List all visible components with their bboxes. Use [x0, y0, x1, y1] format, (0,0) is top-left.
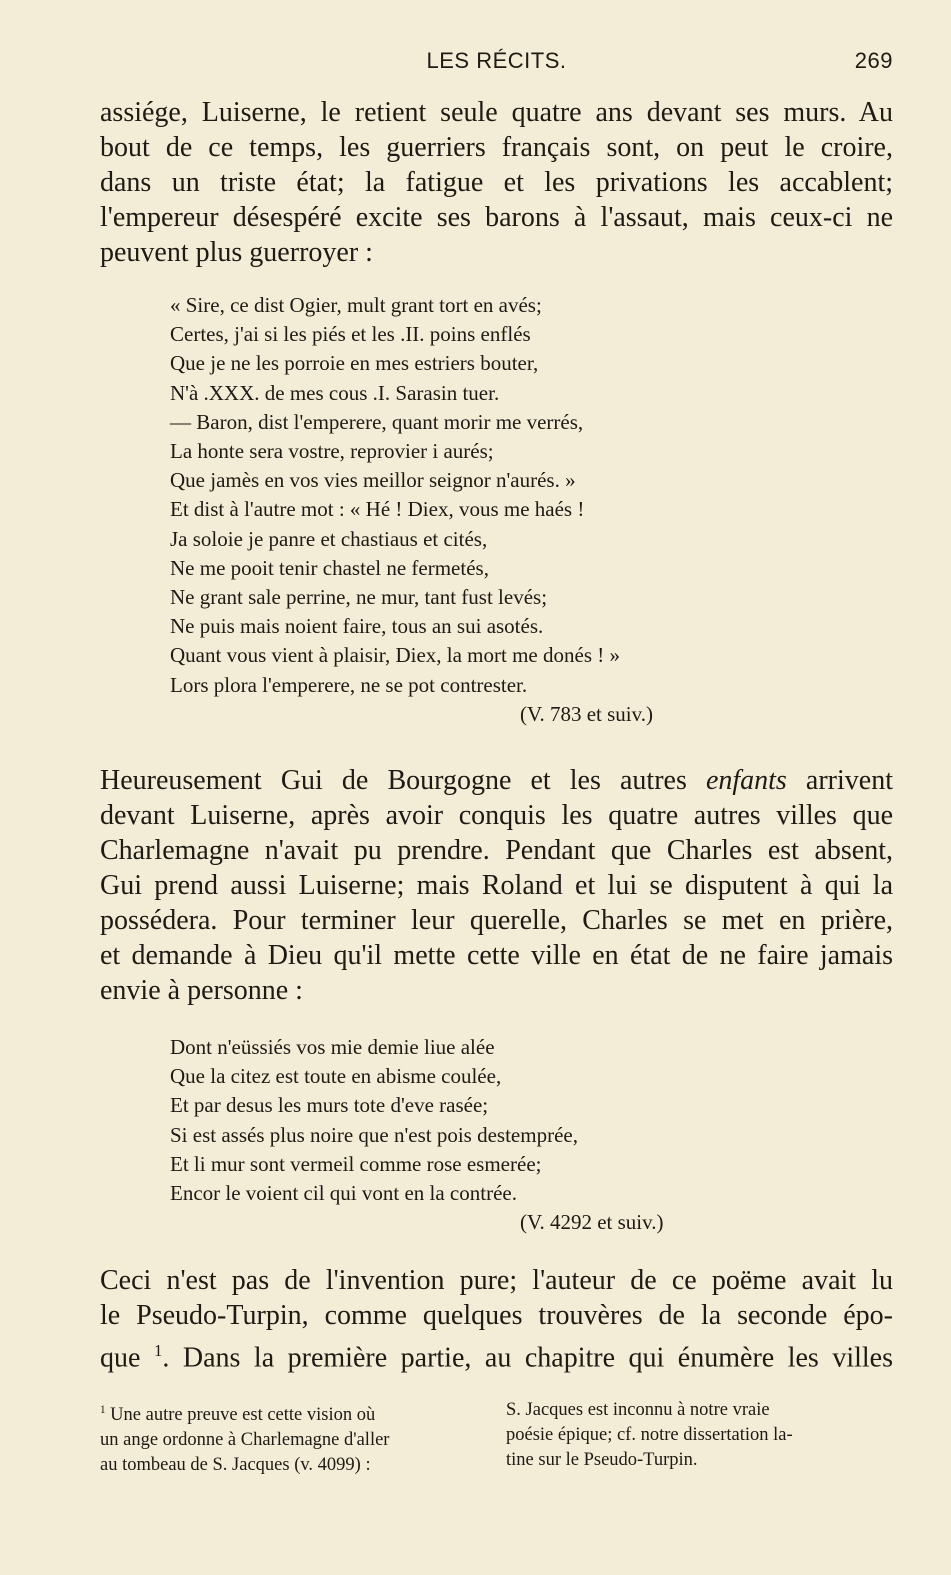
paragraph-2 — [100, 763, 893, 1008]
footnote-marker: 1 — [153, 1341, 163, 1360]
text-line: Ceci n'est pas de l'invention pure; l'auteur de ce poëme avait lu — [100, 1265, 893, 1296]
text-fragment: Une autre preuve est cette vision où — [105, 1405, 376, 1426]
page-number: 269 — [854, 48, 893, 73]
text-line: le Pseudo-Turpin, comme quelques trouvères de la seconde épo- — [100, 1300, 893, 1331]
text-line: possédera. Pour terminer leur querelle, Charles se met en prière, — [100, 905, 893, 936]
running-header — [100, 48, 893, 80]
running-title: LES RÉCITS. — [426, 48, 567, 73]
text-fragment: . Dans la première partie, au chapitre qui énumère les villes — [162, 1342, 893, 1374]
verse-line: — Baron, dist l'emperere, quant morir me verrés, — [170, 409, 584, 434]
footnote-line — [100, 1398, 495, 1428]
verse-line: « Sire, ce dist Ogier, mult grant tort en avés; — [170, 293, 542, 317]
text-fragment: que — [100, 1342, 154, 1374]
verse-line: Ne me pooit tenir chastel ne fermetés, — [170, 555, 489, 580]
text-line: envie à personne : — [100, 975, 303, 1006]
verse-line: Que je ne les porroie en mes estriers bouter, — [170, 351, 539, 376]
verse-line: Ne puis mais noient faire, tous an sui asotés. — [170, 614, 544, 639]
verse-line: Dont n'eüssiés vos mie demie liue alée — [170, 1035, 495, 1059]
verse-quote-2 — [170, 1033, 730, 1237]
verse-line: N'à .XXX. de mes cous .I. Sarasin tuer. — [170, 380, 500, 405]
verse-line: Et par desus les murs tote d'eve rasée; — [170, 1093, 489, 1118]
footnote-line: un ange ordonne à Charlemagne d'aller — [100, 1430, 390, 1451]
footnote-line: S. Jacques est inconnu à notre vraie — [506, 1400, 770, 1420]
footnote-line: tine sur le Pseudo-Turpin. — [506, 1450, 698, 1470]
verse-line: Que la citez est toute en abisme coulée, — [170, 1064, 502, 1089]
verse-quote-1 — [170, 291, 730, 729]
text-line: Gui prend aussi Luiserne; mais Roland et lui se disputent à qui la — [100, 870, 893, 901]
verse-line: Lors plora l'emperere, ne se pot contrester. — [170, 672, 528, 697]
verse-line: Quant vous vient à plaisir, Diex, la mort me donés ! » — [170, 643, 620, 668]
verse-line: Si est assés plus noire que n'est pois destemprée, — [170, 1122, 578, 1147]
verse-line: Que jamès en vos vies meillor seignor n'aurés. » — [170, 468, 576, 493]
text-line: bout de ce temps, les guerriers français sont, on peut le croire, — [100, 132, 893, 163]
text-line: et demande à Dieu qu'il mette cette ville en état de ne faire jamais — [100, 940, 893, 971]
footnote-line: poésie épique; cf. notre dissertation la- — [506, 1425, 793, 1445]
verse-line: La honte sera vostre, reprovier i aurés; — [170, 439, 494, 464]
text-line: l'empereur désespéré excite ses barons à l'assaut, mais ceux-ci ne — [100, 202, 893, 233]
verse-line: Et dist à l'autre mot : « Hé ! Diex, vous me haés ! — [170, 497, 585, 522]
footnote-column-left — [100, 1398, 495, 1478]
verse-line: Ja soloie je panre et chastiaus et cités, — [170, 526, 488, 551]
verse-line: Ne grant sale perrine, ne mur, tant fust levés; — [170, 585, 548, 610]
text-line: assiége, Luiserne, le retient seule quatre ans devant ses murs. Au — [100, 97, 893, 128]
paragraph-1 — [100, 95, 893, 270]
text-line — [100, 1333, 893, 1375]
footnote-line: au tombeau de S. Jacques (v. 4099) : — [100, 1455, 371, 1476]
text-line: devant Luiserne, après avoir conquis les quatre autres villes que — [100, 800, 893, 831]
emphasis-text: enfants — [705, 765, 787, 796]
verse-line: Certes, j'ai si les piés et les .II. poins enflés — [170, 322, 531, 347]
text-fragment: Heureusement Gui de Bourgogne et les autres — [100, 765, 706, 796]
paragraph-3 — [100, 1263, 893, 1375]
text-fragment: arrivent — [786, 765, 893, 796]
verse-reference: (V. 4292 et suiv.) — [520, 1210, 664, 1235]
verse-line: Encor le voient cil qui vont en la contrée. — [170, 1181, 517, 1206]
verse-reference: (V. 783 et suiv.) — [520, 701, 653, 726]
text-line: Charlemagne n'avait pu prendre. Pendant que Charles est absent, — [100, 835, 893, 866]
text-line — [100, 763, 893, 798]
footnote-column-right — [506, 1398, 893, 1473]
footnote-number: 1 — [100, 1404, 106, 1416]
text-line: dans un triste état; la fatigue et les privations les accablent; — [100, 167, 893, 198]
verse-line: Et li mur sont vermeil comme rose esmerée; — [170, 1151, 542, 1176]
text-line: peuvent plus guerroyer : — [100, 237, 373, 268]
